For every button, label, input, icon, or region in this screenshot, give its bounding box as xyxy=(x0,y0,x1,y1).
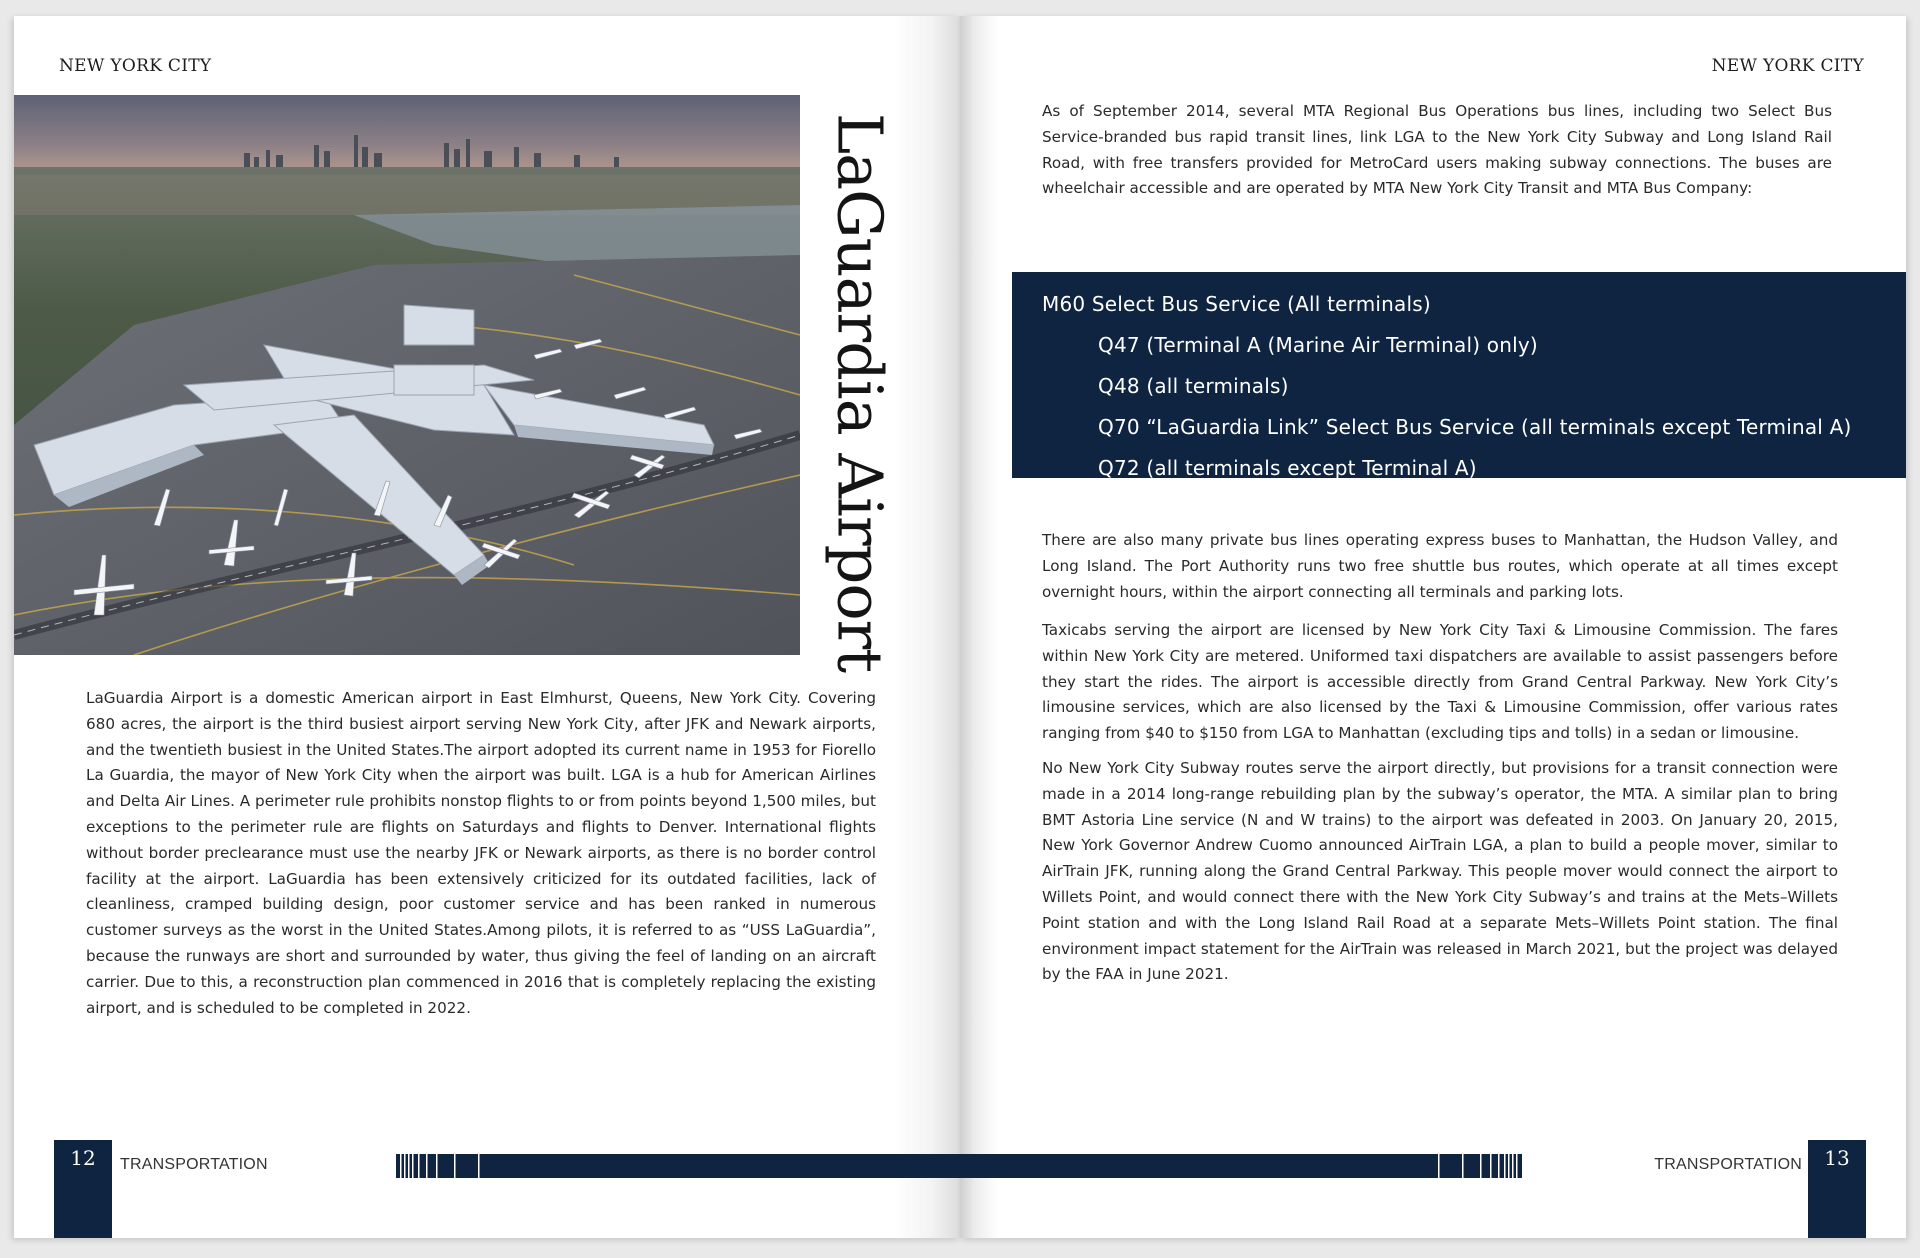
left-section-label: TRANSPORTATION xyxy=(120,1156,268,1173)
left-body-text: LaGuardia Airport is a domestic American airport in East Elmhurst, Queens, New York City. Covering 680 acres, the airport is the third busiest airport serving New York City, after JFK and Newark airports, and the twentieth busiest in the United States.The airport adopted its current name in 1953 for Fiorello La Guardia, the mayor of New York City when the airport was built. LGA is a hub for American Airlines and Delta Air Lines. A perimeter rule prohibits nonstop flights to or from points beyond 1,500 miles, but exceptions to the perimeter rule are flights on Saturdays and flights to Denver. International flights without border preclearance must use the nearby JFK or Newark airports, as there is no border control facility at the airport. LaGuardia has been extensively criticized for its outdated facilities, lack of cleanliness, cramped building design, poor customer service and has been ranked in numerous customer surveys as the worst in the United States.Among pilots, it is referred to as “USS LaGuardia”, because the runways are short and surrounded by water, thus giving the feel of landing on an aircraft carrier. Due to this, a reconstruction plan commenced in 2016 that is completely replacing the existing airport, and is scheduled to be completed in 2022. xyxy=(86,689,876,1017)
left-bar-stripes xyxy=(396,1154,486,1178)
right-page xyxy=(960,16,1906,1238)
right-page-number: 13 xyxy=(1808,1140,1866,1238)
bus-line-q70: Q70 “LaGuardia Link” Select Bus Service (all terminals except Terminal A) xyxy=(1098,415,1852,439)
bus-line-q72: Q72 (all terminals except Terminal A) xyxy=(1098,456,1477,480)
intro-paragraph: As of September 2014, several MTA Regional Bus Operations bus lines, including two Select Bus Service-branded bus rapid transit lines, link LGA to the New York City Subway and Long Island Rail Road, with free transfers provided for MetroCard users making subway connections. The buses are wheelchair accessible and are operated by MTA New York City Transit and MTA Bus Company: xyxy=(1042,102,1832,198)
bus-line-q48: Q48 (all terminals) xyxy=(1098,374,1289,398)
airport-aerial-image xyxy=(14,95,800,655)
right-section-label: TRANSPORTATION xyxy=(1654,1156,1802,1173)
bus-line-q47: Q47 (Terminal A (Marine Air Terminal) only) xyxy=(1098,333,1538,357)
left-page-number: 12 xyxy=(54,1140,112,1238)
bus-line-m60: M60 Select Bus Service (All terminals) xyxy=(1042,292,1431,316)
paragraph-taxicabs: Taxicabs serving the airport are licensed by New York City Taxi & Limousine Commission. The fares within New York City are metered. Uniformed taxi dispatchers are available to assist passengers before they start the rides. The airport is accessible directly from Grand Central Parkway. New York City’s limousine services, which are also licensed by the Taxi & Limousine Commission, offer various rates ranging from $40 to $150 from LGA to Manhattan (excluding tips and tolls) in a sedan or limousine. xyxy=(1042,621,1838,743)
bottom-decorative-bar xyxy=(396,1154,1522,1178)
right-bar-stripes xyxy=(1432,1154,1522,1178)
paragraph-subway: No New York City Subway routes serve the airport directly, but provisions for a transit connection were made in a 2014 long-range rebuilding plan by the subway’s operator, the MTA. A similar plan to bring BMT Astoria Line service (N and W trains) to the airport was defeated in 2003. On January 20, 2015, New York Governor Andrew Cuomo announced AirTrain LGA, a plan to build a people mover, similar to AirTrain JFK, running along the Grand Central Parkway. This people mover would connect the airport to Willets Point, and would connect there with the New York City Subway’s and trains at the Mets–Willets Point station and with the Long Island Rail Road at a separate Mets–Willets Point station. The final environment impact statement for the AirTrain was released in March 2021, but the project was delayed by the FAA in June 2021. xyxy=(1042,759,1838,984)
vertical-title xyxy=(820,113,900,673)
left-page xyxy=(14,16,960,1238)
paragraph-private-buses: There are also many private bus lines operating express buses to Manhattan, the Hudson Valley, and Long Island. The Port Authority runs two free shuttle bus routes, which operate at all times except overnight hours, within the airport connecting all terminals and parking lots. xyxy=(1042,531,1838,601)
right-running-header: NEW YORK CITY xyxy=(1711,56,1864,76)
bus-lines-box xyxy=(1012,272,1906,478)
vertical-title-text: LaGuardia Airport xyxy=(823,113,897,673)
left-running-header: NEW YORK CITY xyxy=(59,56,212,76)
